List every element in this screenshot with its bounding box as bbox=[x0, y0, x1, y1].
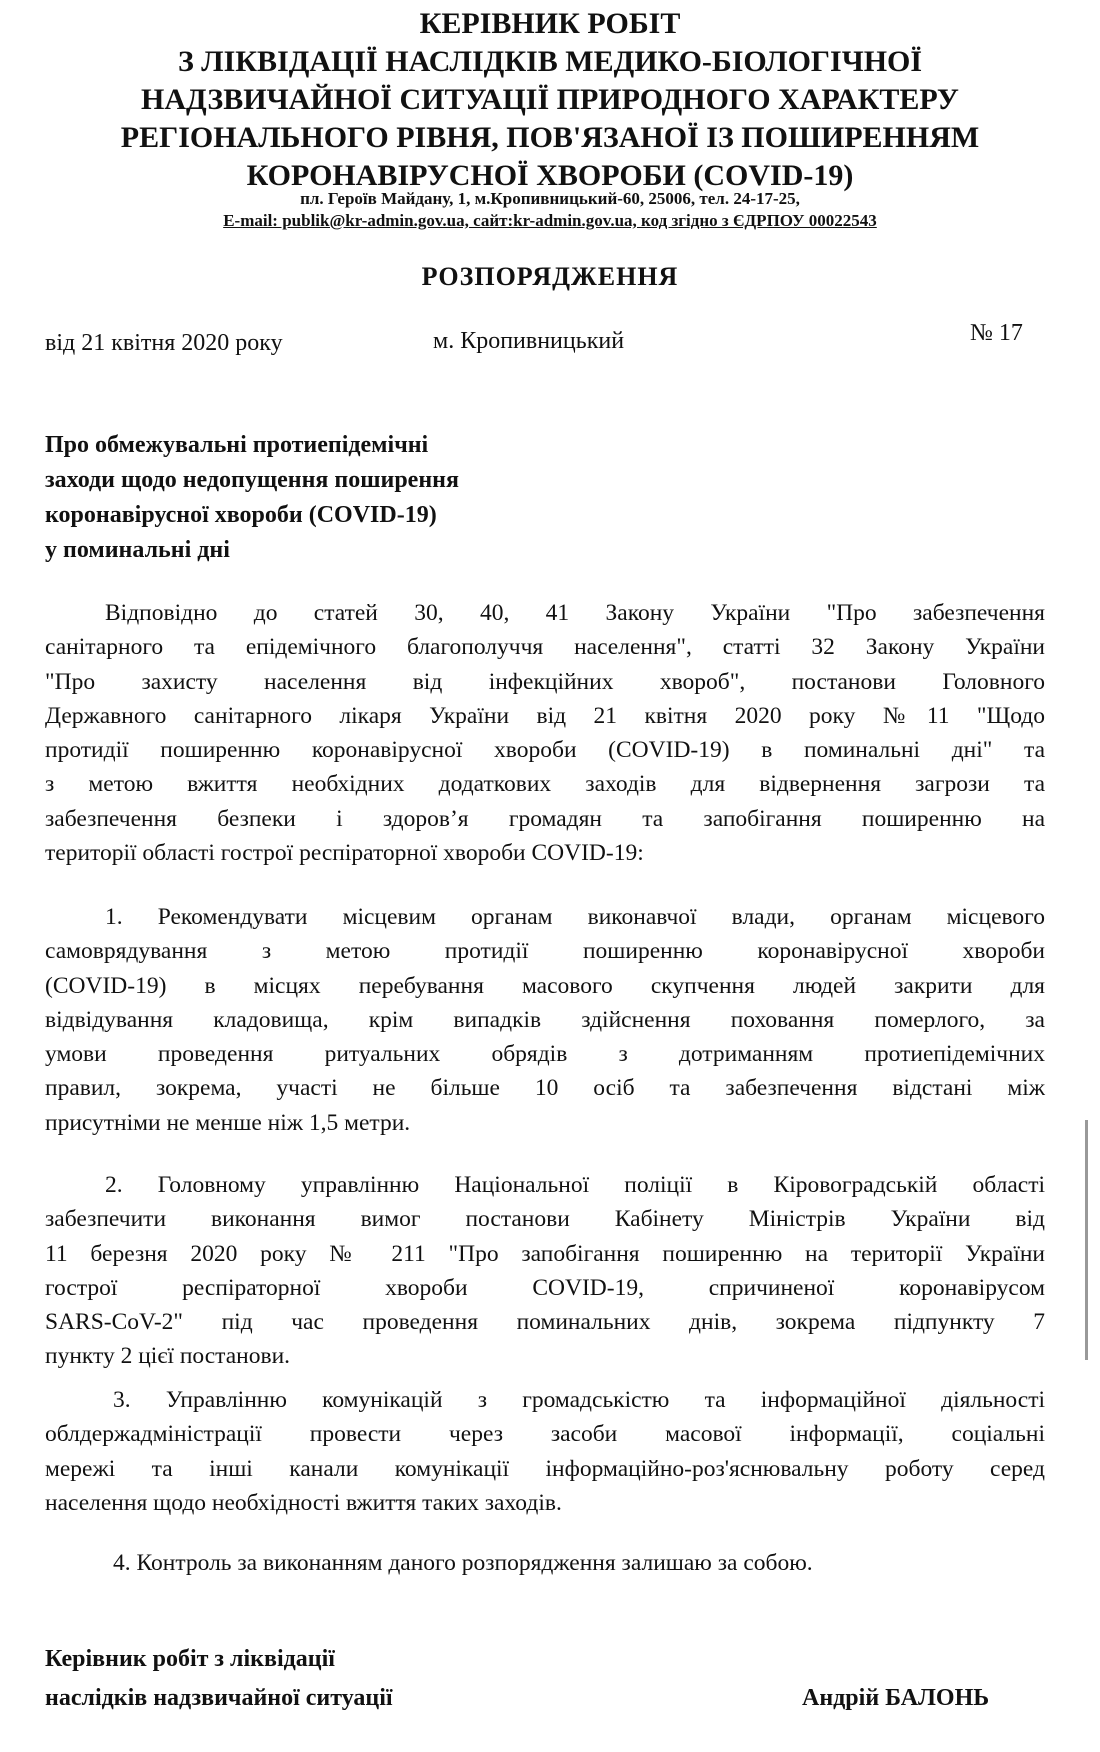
paragraph-line: забезпечення безпеки і здоров’я громадян та запобігання поширенню на bbox=[45, 805, 1045, 832]
paragraph-line: 11 березня 2020 року № 211 "Про запобігання поширенню на території України bbox=[45, 1240, 1045, 1267]
paragraph-line: пункту 2 цієї постанови. bbox=[45, 1343, 291, 1370]
paragraph-line: 1. Рекомендувати місцевим органам виконавчої влади, органам місцевого bbox=[105, 904, 1045, 930]
paragraph-line: з метою вжиття необхідних додаткових заходів для відвернення загрози та bbox=[45, 771, 1045, 798]
document-number: № 17 bbox=[970, 320, 1023, 346]
paragraph-line: забезпечити виконання вимог постанови Кабінету Міністрів України від bbox=[45, 1206, 1045, 1233]
paragraph-line: гострої респіраторної хвороби COVID-19, спричиненої коронавірусом bbox=[45, 1274, 1045, 1301]
item-2-paragraph bbox=[45, 1168, 1045, 1374]
subject-line: у поминальні дні bbox=[45, 537, 230, 563]
address-line: пл. Героїв Майдану, 1, м.Кропивницький-60, 25006, тел. 24-17-25, bbox=[300, 189, 800, 208]
paragraph-line: території області гострої респіраторної хвороби COVID-19: bbox=[45, 840, 644, 867]
letterhead-line: КОРОНАВІРУСНОЇ ХВОРОБИ (COVID-19) bbox=[246, 159, 854, 192]
paragraph-line: умови проведення ритуальних обрядів з дотриманням протиепідемічних bbox=[45, 1041, 1045, 1068]
letterhead-line: РЕГІОНАЛЬНОГО РІВНЯ, ПОВ'ЯЗАНОЇ ІЗ ПОШИРЕННЯМ bbox=[120, 121, 980, 154]
document-subject bbox=[45, 428, 605, 568]
paragraph-line: Відповідно до статей 30, 40, 41 Закону України "Про забезпечення bbox=[105, 600, 1045, 626]
paragraph-line: "Про захисту населення від інфекційних хвороб", постанови Головного bbox=[45, 668, 1045, 695]
subject-line: коронавірусної хвороби (COVID-19) bbox=[45, 502, 437, 528]
paragraph-line: облдержадміністрації провести через засоби масової інформації, соціальні bbox=[45, 1421, 1045, 1448]
paragraph-line: 2. Головному управлінню Національної поліції в Кіровоградській області bbox=[105, 1172, 1045, 1198]
letterhead-line: НАДЗВИЧАЙНОЇ СИТУАЦІЇ ПРИРОДНОГО ХАРАКТЕРУ bbox=[141, 83, 959, 116]
paragraph-line: SARS-CoV-2" під час проведення поминальних днів, зокрема підпункту 7 bbox=[45, 1309, 1045, 1336]
letterhead-line: КЕРІВНИК РОБІТ bbox=[419, 7, 681, 40]
paragraph-line: санітарного та епідемічного благополуччя населення", статті 32 Закону України bbox=[45, 634, 1045, 661]
paragraph-line: Державного санітарного лікаря України від 21 квітня 2020 року №11 "Щодо bbox=[45, 702, 1045, 729]
paragraph-line: населення щодо необхідності вжиття таких заходів. bbox=[45, 1489, 562, 1516]
subject-line: заходи щодо недопущення поширення bbox=[45, 467, 459, 493]
document-date: від 21 квітня 2020 року bbox=[45, 330, 283, 356]
letterhead-line: З ЛІКВІДАЦІЇ НАСЛІДКІВ МЕДИКО-БІОЛОГІЧНОЇ bbox=[177, 45, 923, 78]
document-place: м. Кропивницький bbox=[433, 328, 625, 354]
preamble-paragraph bbox=[45, 596, 1045, 870]
paragraph-line: протидії поширенню коронавірусної хвороби (COVID-19) в поминальні дні" та bbox=[45, 737, 1045, 764]
letterhead-address bbox=[0, 188, 1100, 232]
item-3-paragraph bbox=[45, 1383, 1045, 1520]
paragraph-line: 4. Контроль за виконанням даного розпорядження залишаю за собою. bbox=[113, 1550, 813, 1576]
scan-edge-mark bbox=[1085, 1120, 1088, 1360]
paragraph-line: відвідування кладовища, крім випадків здійснення поховання померлого, за bbox=[45, 1006, 1045, 1033]
signatory-title-line: наслідків надзвичайної ситуації bbox=[45, 1685, 393, 1711]
paragraph-line: 3. Управлінню комунікацій з громадськістю та інформаційної діяльності bbox=[113, 1387, 1045, 1413]
document-type: РОЗПОРЯДЖЕННЯ bbox=[421, 262, 679, 291]
letterhead-title bbox=[0, 5, 1100, 195]
signatory-title bbox=[45, 1640, 393, 1718]
signatory-title-line: Керівник робіт з ліквідації bbox=[45, 1646, 335, 1672]
paragraph-line: правил, зокрема, участі не більше 10 осіб та забезпечення відстані між bbox=[45, 1075, 1045, 1102]
paragraph-line: (COVID-19) в місцях перебування масового скупчення людей закрити для bbox=[45, 972, 1045, 999]
contacts-line: E-mail: publik@kr-admin.gov.ua, сайт:kr-admin.gov.ua, код згідно з ЄДРПОУ 00022543 bbox=[223, 211, 877, 230]
item-1-paragraph bbox=[45, 900, 1045, 1140]
paragraph-line: мережі та інші канали комунікації інформаційно-роз'яснювальну роботу серед bbox=[45, 1455, 1045, 1482]
signatory-name: Андрій БАЛОНЬ bbox=[802, 1685, 990, 1711]
paragraph-line: присутніми не менше ніж 1,5 метри. bbox=[45, 1109, 411, 1136]
subject-line: Про обмежувальні протиепідемічні bbox=[45, 432, 429, 458]
item-4-paragraph bbox=[45, 1546, 1045, 1580]
paragraph-line: самоврядування з метою протидії поширенню коронавірусної хвороби bbox=[45, 938, 1045, 965]
